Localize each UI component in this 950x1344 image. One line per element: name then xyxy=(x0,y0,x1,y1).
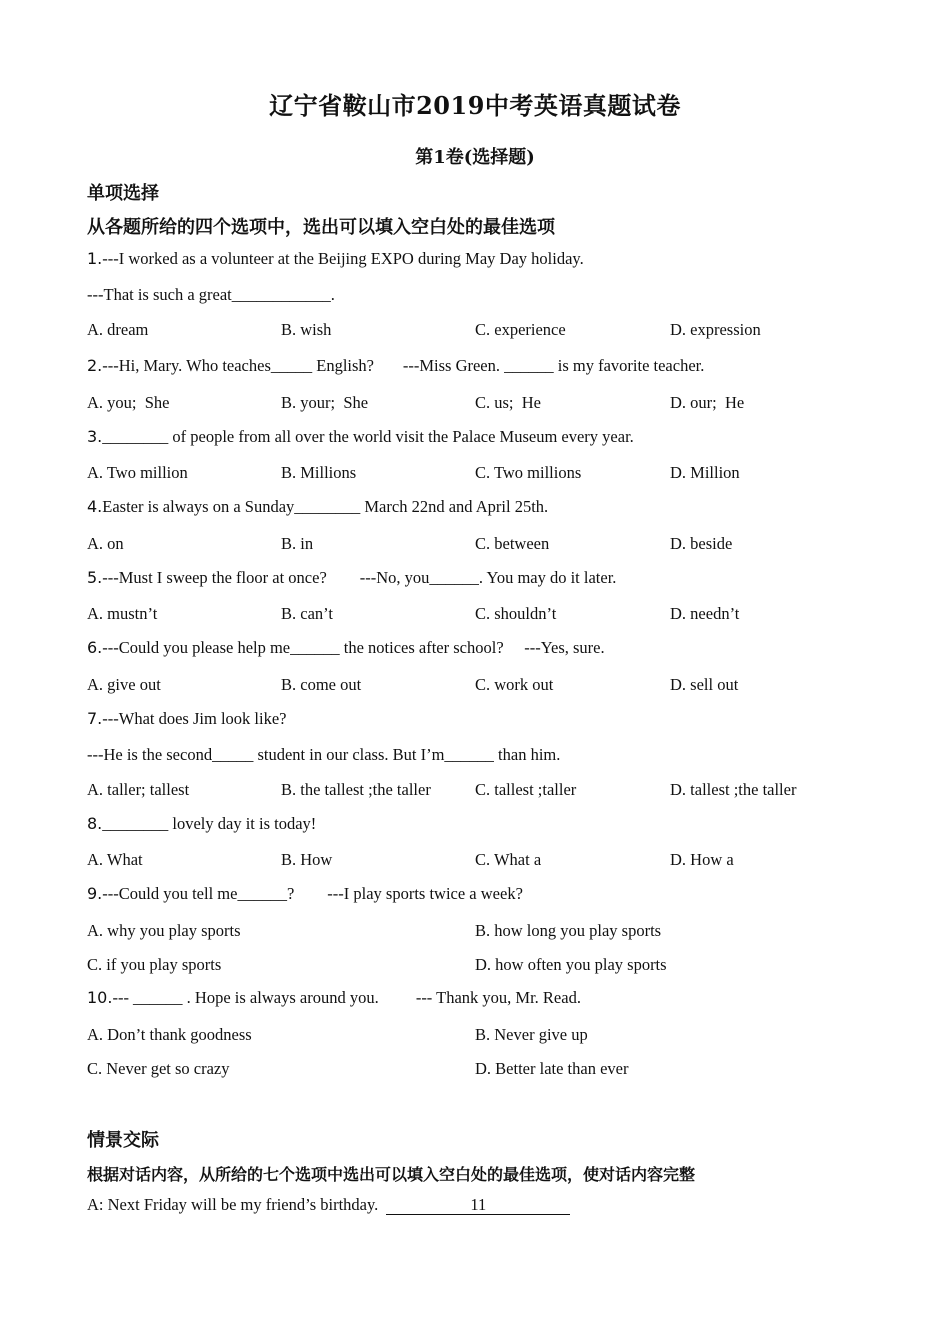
option-b: B. can’t xyxy=(281,604,333,623)
option-b: B. wish xyxy=(281,320,332,339)
option-a: A. Two million xyxy=(87,463,188,482)
option-c: C. tallest ;taller xyxy=(475,780,577,799)
question-10-stem: 10.--- ______ . Hope is always around you. --- Thank you, Mr. Read. xyxy=(87,988,581,1007)
option-c: C. shouldn’t xyxy=(475,604,557,623)
option-b: B. come out xyxy=(281,675,362,694)
question-3-options xyxy=(87,463,867,487)
question-number: 4. xyxy=(87,497,103,516)
answer-blank-11: 11 xyxy=(386,1196,570,1215)
option-d: D. How a xyxy=(670,850,734,869)
option-a: A. you; She xyxy=(87,393,170,412)
option-a: A. on xyxy=(87,534,124,553)
question-number: 9. xyxy=(87,884,103,903)
option-d: D. how often you play sports xyxy=(475,955,667,974)
option-b: B. Millions xyxy=(281,463,357,482)
section-heading-single-choice: 单项选择 xyxy=(87,183,159,204)
question-1-stem: 1.---I worked as a volunteer at the Beijing EXPO during May Day holiday. xyxy=(87,249,584,268)
option-b: B. How xyxy=(281,850,333,869)
question-10-options-row2 xyxy=(87,1059,867,1083)
question-6-options xyxy=(87,675,867,699)
section-heading-dialogue: 情景交际 xyxy=(87,1130,159,1151)
option-b: B. the tallest ;the taller xyxy=(281,780,431,799)
option-d: D. Better late than ever xyxy=(475,1059,629,1078)
section2-instruction: 根据对话内容，从所给的七个选项中选出可以填入空白处的最佳选项，使对话内容完整 xyxy=(87,1165,696,1184)
option-a: A. Don’t thank goodness xyxy=(87,1025,252,1044)
option-d: D. Million xyxy=(670,463,740,482)
question-number: 6. xyxy=(87,638,103,657)
option-d: D. expression xyxy=(670,320,761,339)
question-7-stem: 7.---What does Jim look like? xyxy=(87,709,287,728)
option-a: A. taller; tallest xyxy=(87,780,190,799)
question-2-stem: 2.---Hi, Mary. Who teaches_____ English? ---Miss Green. ______ is my favorite teacher. xyxy=(87,356,705,375)
question-7-stem-line2: ---He is the second_____ student in our class. But I’m______ than him. xyxy=(87,745,561,764)
question-number: 8. xyxy=(87,814,103,833)
option-a: A. dream xyxy=(87,320,149,339)
option-a: A. What xyxy=(87,850,143,869)
option-b: B. how long you play sports xyxy=(475,921,662,940)
option-c: C. Never get so crazy xyxy=(87,1059,230,1078)
question-9-stem: 9.---Could you tell me______? ---I play sports twice a week? xyxy=(87,884,523,903)
question-10-options-row1 xyxy=(87,1025,867,1049)
option-d: D. beside xyxy=(670,534,733,553)
option-a: A. why you play sports xyxy=(87,921,241,940)
page-title: 辽宁省鞍山市2019中考英语真题试卷 xyxy=(269,91,681,120)
option-c: C. us; He xyxy=(475,393,541,412)
question-number: 2. xyxy=(87,356,103,375)
option-c: C. experience xyxy=(475,320,566,339)
option-a: A. give out xyxy=(87,675,161,694)
page-subtitle: 第1卷(选择题) xyxy=(415,147,535,168)
question-7-options xyxy=(87,780,867,804)
option-b: B. your; She xyxy=(281,393,369,412)
question-5-options xyxy=(87,604,867,628)
dialogue-line: A: Next Friday will be my friend’s birthday. 11 xyxy=(87,1195,570,1215)
question-5-stem: 5.---Must I sweep the floor at once? ---No, you______. You may do it later. xyxy=(87,568,617,587)
question-3-stem: 3.________ of people from all over the world visit the Palace Museum every year. xyxy=(87,427,634,446)
question-number: 1. xyxy=(87,249,103,268)
option-b: B. Never give up xyxy=(475,1025,588,1044)
question-8-options xyxy=(87,850,867,874)
question-number: 3. xyxy=(87,427,103,446)
question-number: 7. xyxy=(87,709,103,728)
option-c: C. work out xyxy=(475,675,554,694)
question-9-options-row1 xyxy=(87,921,867,945)
question-number: 10. xyxy=(87,988,113,1007)
section-instruction: 从各题所给的四个选项中，选出可以填入空白处的最佳选项 xyxy=(87,217,555,238)
question-4-stem: 4.Easter is always on a Sunday________ March 22nd and April 25th. xyxy=(87,497,549,516)
question-1-options xyxy=(87,320,867,344)
option-c: C. Two millions xyxy=(475,463,582,482)
option-b: B. in xyxy=(281,534,314,553)
question-2-options xyxy=(87,393,867,417)
question-4-options xyxy=(87,534,867,558)
question-number: 5. xyxy=(87,568,103,587)
option-c: C. between xyxy=(475,534,550,553)
option-d: D. sell out xyxy=(670,675,739,694)
question-6-stem: 6.---Could you please help me______ the notices after school? ---Yes, sure. xyxy=(87,638,605,657)
option-c: C. What a xyxy=(475,850,542,869)
question-9-options-row2 xyxy=(87,955,867,979)
option-d: D. needn’t xyxy=(670,604,740,623)
question-1-stem-line2: ---That is such a great____________. xyxy=(87,285,335,304)
option-c: C. if you play sports xyxy=(87,955,222,974)
option-d: D. our; He xyxy=(670,393,745,412)
option-d: D. tallest ;the taller xyxy=(670,780,797,799)
question-8-stem: 8.________ lovely day it is today! xyxy=(87,814,317,833)
option-a: A. mustn’t xyxy=(87,604,158,623)
